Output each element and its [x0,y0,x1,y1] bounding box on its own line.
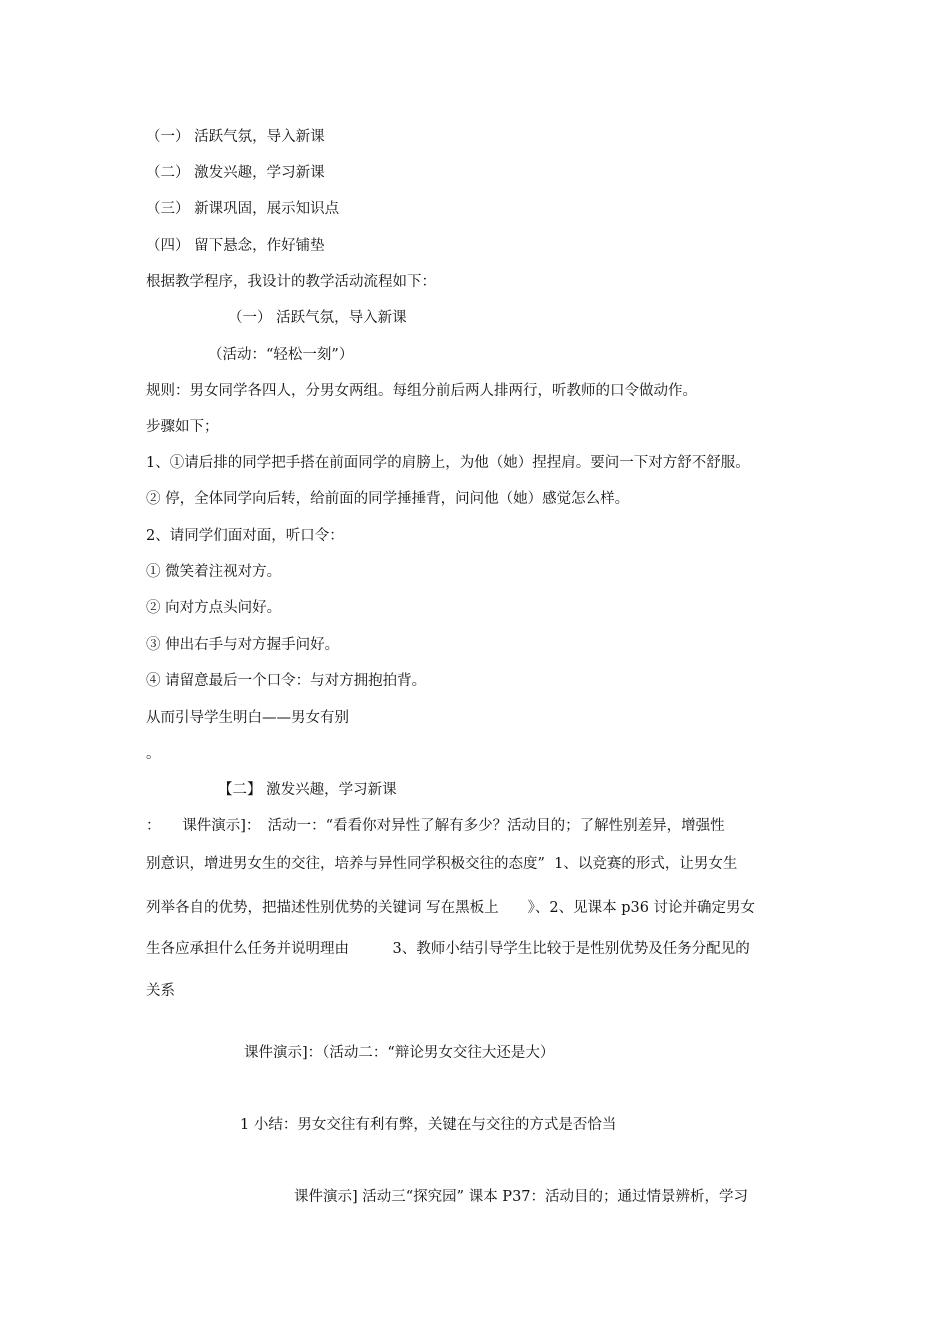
section2-paragraph-line-2: 别意识，增进男女生的交往，培养与异性同学积极交往的态度” 1、以竞赛的形式，让男女生 [146,856,738,872]
step-2: 2、请同学们面对面，听口令： [146,528,344,544]
command-2: ② 向对方点头问好。 [146,600,282,616]
section2-paragraph-line-4: 生各应承担什么任务并说明理由 3、教师小结引导学生比较于是性别优势及任务分配见的 [146,941,750,957]
section2-paragraph-line-5: 关系 [146,983,175,999]
outline-item-3: （三） 新课巩固，展示知识点 [146,201,340,217]
command-1: ① 微笑着注视对方。 [146,564,282,580]
period-mark: 。 [146,746,161,762]
intro-text: 根据教学程序，我设计的教学活动流程如下： [146,274,436,290]
courseware-demo-activity-2: 课件演示]：（活动二：“辩论男女交往大还是大） [244,1045,555,1061]
section1-heading: （一） 活跃气氛，导入新课 [228,310,407,326]
outline-item-1: （一） 活跃气氛，导入新课 [146,129,325,145]
outline-item-2: （二） 激发兴趣，学习新课 [146,165,325,181]
steps-title: 步骤如下； [146,419,219,435]
section1-conclusion: 从而引导学生明白——男女有别 [146,710,349,726]
courseware-demo-activity-3: 课件演示] 活动三“探究园” 课本 P37：活动目的；通过情景辨析，学习 [294,1189,749,1205]
outline-item-4: （四） 留下悬念，作好铺垫 [146,238,325,254]
section2-paragraph-line-3: 列举各自的优势，把描述性别优势的关键词 写在黑板上 》、2、见课本 p36 讨论并确定男女 [146,900,756,916]
activity-2-summary: 1 小结：男女交往有利有弊，关键在与交往的方式是否恰当 [240,1117,617,1133]
section1-activity: （活动：“轻松一刻”） [208,347,354,363]
command-4: ④ 请留意最后一个口令：与对方拥抱拍背。 [146,673,427,689]
step-1b: ② 停，全体同学向后转，给前面的同学捶捶背，问问他（她）感觉怎么样。 [146,491,630,507]
section2-paragraph-line-1: ： 课件演示]： 活动一：“看看你对异性了解有多少？活动目的；了解性别差异，增强性 [146,818,725,834]
command-3: ③ 伸出右手与对方握手问好。 [146,637,340,653]
step-1a: 1、①请后排的同学把手搭在前面同学的肩膀上，为他（她）捏捏肩。要问一下对方舒不舒服。 [146,455,750,471]
section2-heading: 【二】 激发兴趣，学习新课 [218,782,397,798]
section1-rule: 规则：男女同学各四人，分男女两组。每组分前后两人排两行，听教师的口令做动作。 [146,383,697,399]
